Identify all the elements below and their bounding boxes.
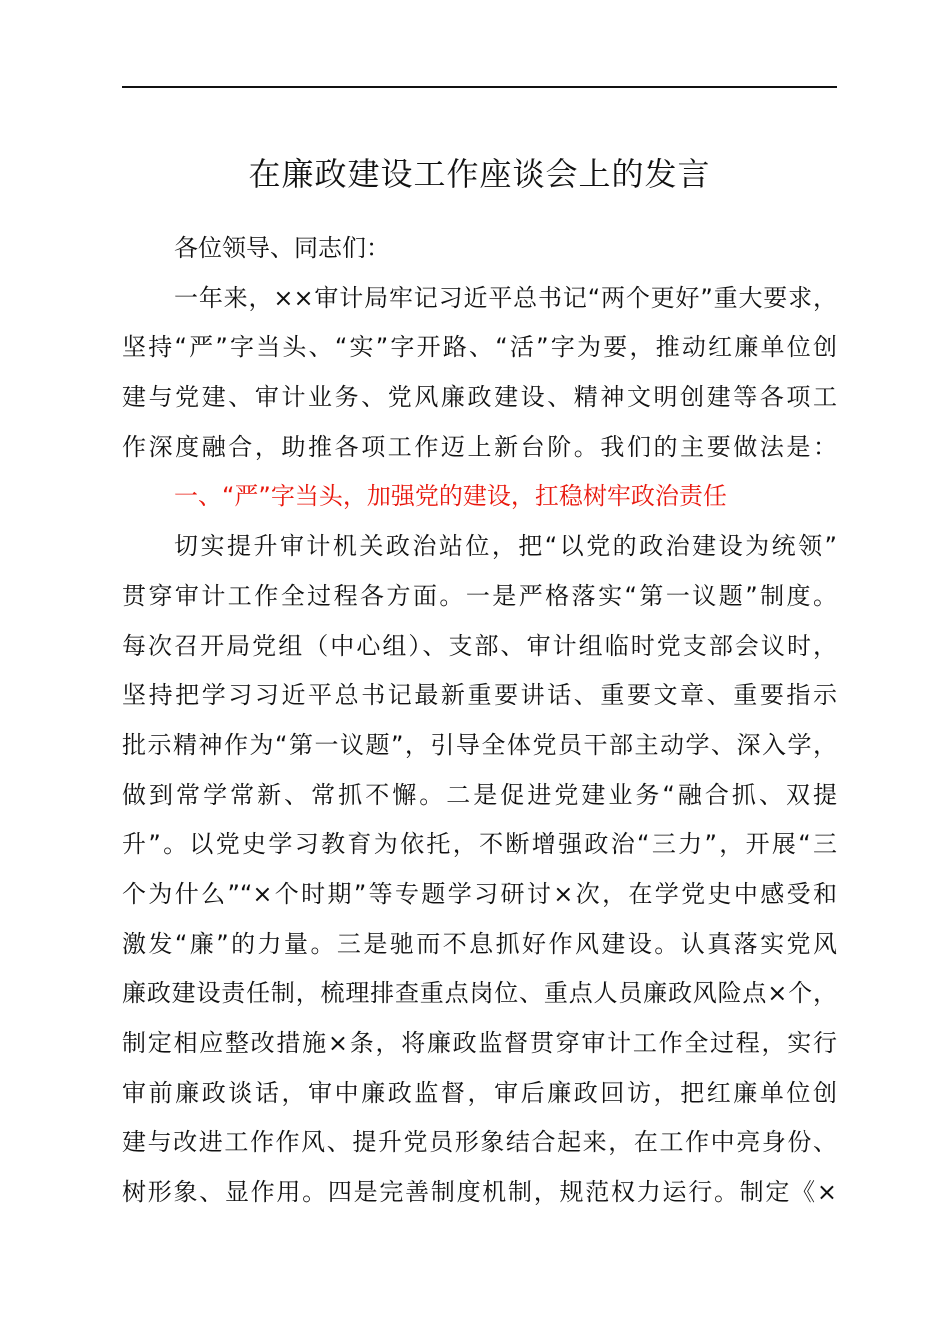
paragraph-line: 个为什么”“×个时期”等专题学习研讨×次，在学党史中感受和 [122,879,837,908]
paragraph-line: 制定相应整改措施×条，将廉政监督贯穿审计工作全过程，实行 [122,1029,837,1057]
paragraph-line: 建与改进工作作风、提升党员形象结合起来，在工作中亮身份、 [122,1128,837,1157]
section-heading: 一、“严”字当头，加强党的建设，扛稳树牢政治责任 [174,482,727,511]
paragraph-line: 作深度融合，助推各项工作迈上新台阶。我们的主要做法是： [122,432,837,461]
paragraph-line: 批示精神作为“第一议题”，引导全体党员干部主动学、深入学， [122,730,837,759]
paragraph-line: 升”。以党史学习教育为依托，不断增强政治“三力”，开展“三 [122,830,837,859]
document-title: 在廉政建设工作座谈会上的发言 [248,155,711,193]
paragraph-line: 坚持把学习习近平总书记最新重要讲话、重要文章、重要指示 [122,681,837,710]
paragraph-line: 做到常学常新、常抓不懈。二是促进党建业务“融合抓、双提 [122,780,837,809]
paragraph-line: 激发“廉”的力量。三是驰而不息抓好作风建设。认真落实党风 [122,929,837,958]
paragraph-line: 一年来，××审计局牢记习近平总书记“两个更好”重大要求， [174,283,837,312]
document-body [122,224,837,1218]
paragraph-line: 坚持“严”字当头、“实”字开路、“活”字为要，推动红廉单位创 [122,333,837,362]
paragraph-line: 贯穿审计工作全过程各方面。一是严格落实“第一议题”制度。 [122,581,837,610]
paragraph-line: 建与党建、审计业务、党风廉政建设、精神文明创建等各项工 [122,383,837,412]
paragraph-line: 每次召开局党组（中心组）、支部、审计组临时党支部会议时， [122,631,837,660]
salutation: 各位领导、同志们： [174,234,390,262]
paragraph-line: 审前廉政谈话，审中廉政监督，审后廉政回访，把红廉单位创 [122,1078,837,1107]
paragraph-line: 切实提升审计机关政治站位，把“以党的政治建设为统领” [174,532,837,561]
paragraph-line: 树形象、显作用。四是完善制度机制，规范权力运行。制定《× [122,1178,837,1207]
paragraph-line: 廉政建设责任制，梳理排查重点岗位、重点人员廉政风险点×个， [122,979,837,1008]
header-rule [122,86,837,88]
